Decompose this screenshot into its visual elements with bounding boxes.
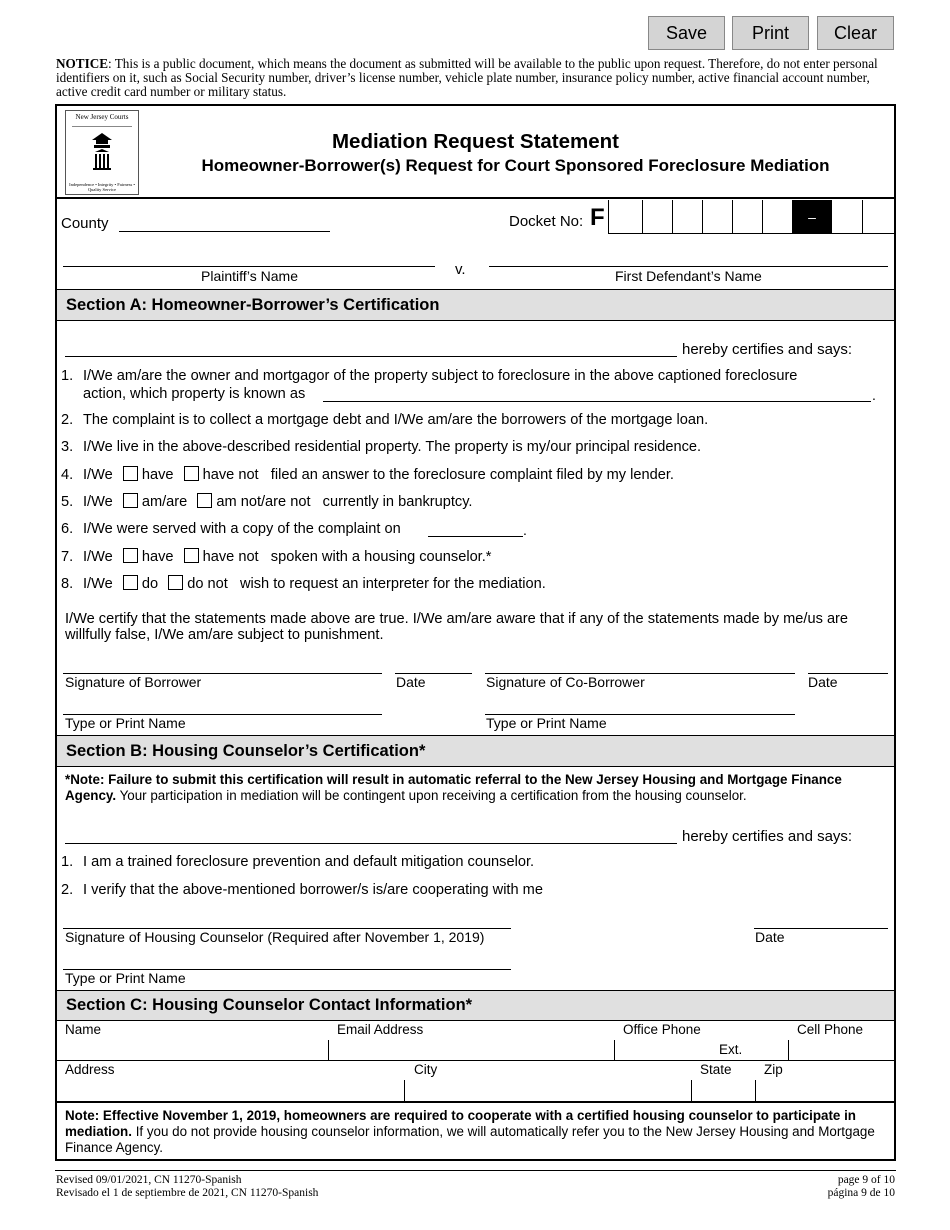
county-field[interactable] xyxy=(119,231,330,232)
notice-label: NOTICE xyxy=(56,56,109,71)
form-header xyxy=(57,106,894,199)
borrower-date-label: Date xyxy=(396,674,426,690)
coborrower-date-label: Date xyxy=(808,674,838,690)
logo-name: New Jersey Courts xyxy=(75,113,129,121)
contact-office-phone-field[interactable] xyxy=(615,1021,788,1060)
notice-text: : This is a public document, which means the document as submitted will be available to the public upon request. Therefore, do not enter personal identifiers on it, such as Social Security number, driver’s license number, vehicle plate number, insurance policy number, active financial account number, active credit card number or military status. xyxy=(56,56,878,99)
section-a-item-6: 6. I/We were served with a copy of the complaint on xyxy=(61,521,401,537)
section-a-certifies: hereby certifies and says: xyxy=(682,341,853,358)
section-a-item-3: 3. I/We live in the above-described residential property. The property is my/our principal residence. xyxy=(61,439,702,455)
counselor-print-name-label: Type or Print Name xyxy=(65,970,186,986)
contact-address-label: Address xyxy=(65,1062,115,1077)
form-frame: New Jersey Courts Independence • Integrity • Fairness • Quality Service Mediation Request Statement Homeowner-Borrower(s) Request for Court Sponsored Foreclosure Mediation County Docket No: F – v. Plaintiff’s Name First Defendant’s Name Section A: Homeowner-Borrower’s Certification hereby certifies and says: 1. I/We am/are the owner and mortgagor of the property subject to foreclosure in the above captioned foreclosure action, which property is known as . 2. The complaint is to collect a mortgage debt and I/We am/are the borrowers of the mortgage loan. 3. I/We live in the above-described residential property. The property is my/our principal residence. 4. I/We have have not filed an answer to the foreclosure complaint filed by my lender. 5. I/We am/are am not/are not currently in bankruptcy. 6. I/We were served with a copy of the complaint on . 7. I/We have have not spoken with a housing counselor.* 8. I/We do do not wish to request an interpreter for the mediation. I/We certify that the statements made above are true. I/We am/are aware that if any of the statements made by me/us are willfully false, I/We am/are subject to punishment. Signature of Borrower Date Signature of Co-Borrower Date Type or Print Name Type or Print Name Section B: Housing Counselor’s Certification* *Note: Failure to submit this certification will result in automatic referral to the New Jersey Housing and Mortgage Finance Agency. Your participation in mediation will be contingent upon receiving a certification from the housing counselor. hereby certifies and says: 1. I am a trained foreclosure prevention and default mitigation counselor. 2. I verify that the above-mentioned borrower/s is/are cooperating with me Signature of Housing Counselor (Required after November 1, 2019) Date Type or Print Name Section C: Housing Counselor Contact Information* Name Email Address Office Phone Ext. Cell Phone Address City State Zip Note: Effective November 1, 2019, homeowners are required to cooperate with a certified housing counselor to participate in mediation. If you do not provide housing counselor information, we will automatically refer you to the New Jersey Housing and Mortgage Finance Agency. xyxy=(55,104,896,1161)
plaintiff-label: Plaintiff’s Name xyxy=(201,268,299,284)
section-a-item-7: 7. I/We have have not spoken with a housing counselor.* xyxy=(61,549,492,565)
contact-email-field[interactable] xyxy=(329,1021,614,1060)
footer-page-number: page 9 of 10 página 9 de 10 xyxy=(827,1174,895,1199)
no-interpreter-checkbox[interactable] xyxy=(168,575,183,590)
section-b-item-1: 1. I am a trained foreclosure prevention and default mitigation counselor. xyxy=(61,854,535,870)
page-subtitle: Homeowner-Borrower(s) Request for Court Sponsored Foreclosure Mediation xyxy=(201,156,830,175)
save-button[interactable]: Save xyxy=(648,16,725,50)
docket-label: Docket No: xyxy=(509,213,584,230)
section-b-heading: Section B: Housing Counselor’s Certification* xyxy=(57,735,894,767)
footer-revision: Revised 09/01/2021, CN 11270-Spanish Revisado el 1 de septiembre de 2021, CN 11270-Spanish xyxy=(56,1174,319,1199)
borrower-print-name-label: Type or Print Name xyxy=(65,715,186,731)
versus-label: v. xyxy=(455,261,466,278)
defendant-name-field[interactable] xyxy=(489,266,888,267)
counselor-name-field[interactable] xyxy=(65,843,677,844)
section-a-heading: Section A: Homeowner-Borrower’s Certification xyxy=(57,289,894,321)
property-address-field[interactable] xyxy=(323,401,871,402)
counselor-signature-label: Signature of Housing Counselor (Required after November 1, 2019) xyxy=(65,929,485,945)
contact-state-label: State xyxy=(700,1062,732,1077)
coborrower-signature-label: Signature of Co-Borrower xyxy=(486,674,645,690)
have-answered-checkbox[interactable] xyxy=(123,466,138,481)
contact-state-field[interactable] xyxy=(692,1061,755,1101)
contact-email-label: Email Address xyxy=(337,1022,424,1037)
docket-dash: – xyxy=(792,200,832,234)
footer-rule xyxy=(55,1170,896,1171)
contact-ext-label: Ext. xyxy=(719,1042,743,1057)
contact-cell-phone-field[interactable] xyxy=(789,1021,894,1060)
contact-city-field[interactable] xyxy=(405,1061,691,1101)
section-a-item-2: 2. The complaint is to collect a mortgage debt and I/We am/are the borrowers of the mortgage loan. xyxy=(61,412,709,428)
contact-row-1 xyxy=(57,1021,894,1061)
contact-city-label: City xyxy=(414,1062,438,1077)
page-title: Mediation Request Statement xyxy=(331,130,620,153)
defendant-label: First Defendant’s Name xyxy=(615,268,762,284)
contact-name-field[interactable] xyxy=(57,1021,328,1060)
section-a-item-4: 4. I/We have have not filed an answer to the foreclosure complaint filed by my lender. xyxy=(61,467,674,483)
contact-zip-label: Zip xyxy=(764,1062,783,1077)
section-b-certifies: hereby certifies and says: xyxy=(682,828,853,845)
docket-number-field[interactable] xyxy=(608,200,894,234)
logo-tagline: Independence • Integrity • Fairness • Quality Service xyxy=(69,182,135,192)
print-button[interactable]: Print xyxy=(732,16,809,50)
have-spoken-checkbox[interactable] xyxy=(123,548,138,563)
in-bankruptcy-checkbox[interactable] xyxy=(123,493,138,508)
section-a-item-5: 5. I/We am/are am not/are not currently in bankruptcy. xyxy=(61,494,473,510)
have-not-spoken-checkbox[interactable] xyxy=(184,548,199,563)
section-b-item-2: 2. I verify that the above-mentioned borrower/s is/are cooperating with me xyxy=(61,882,543,898)
borrower-signature-label: Signature of Borrower xyxy=(65,674,202,690)
section-c-heading: Section C: Housing Counselor Contact Information* xyxy=(57,990,894,1021)
contact-row-2 xyxy=(57,1061,894,1103)
served-date-field[interactable] xyxy=(428,536,523,537)
certification-statement: I/We certify that the statements made above are true. I/We am/are aware that if any of the statements made by me/us are willfully false, I/We am/are subject to punishment. xyxy=(65,611,849,643)
borrower-name-field[interactable] xyxy=(65,356,677,357)
clear-button[interactable]: Clear xyxy=(817,16,894,50)
counselor-date-label: Date xyxy=(755,929,785,945)
coborrower-print-name-label: Type or Print Name xyxy=(486,715,607,731)
contact-zip-field[interactable] xyxy=(756,1061,894,1101)
docket-prefix: F xyxy=(590,204,605,231)
contact-address-field[interactable] xyxy=(57,1061,404,1101)
county-label: County xyxy=(61,215,109,232)
contact-office-phone-label: Office Phone xyxy=(623,1022,701,1037)
have-not-answered-checkbox[interactable] xyxy=(184,466,199,481)
not-in-bankruptcy-checkbox[interactable] xyxy=(197,493,212,508)
request-interpreter-checkbox[interactable] xyxy=(123,575,138,590)
contact-name-label: Name xyxy=(65,1022,102,1037)
section-a-item-8: 8. I/We do do not wish to request an interpreter for the mediation. xyxy=(61,576,546,592)
section-b-note: *Note: Failure to submit this certification will result in automatic referral to the New Jersey Housing and Mortgage Finance Agency. Your participation in mediation will be contingent upon receiving a certification from the housing counselor. xyxy=(65,772,842,803)
section-a-item-1-cont: action, which property is known as xyxy=(83,386,306,402)
section-a-item-1: 1. I/We am/are the owner and mortgagor of the property subject to foreclosure in the above captioned foreclosure xyxy=(61,368,798,384)
section-c-note: Note: Effective November 1, 2019, homeowners are required to cooperate with a certified housing counselor to participate in mediation. If you do not provide housing counselor information, we will automatically refer you to the New Jersey Housing and Mortgage Finance Agency. xyxy=(65,1108,875,1155)
contact-cell-phone-label: Cell Phone xyxy=(797,1022,864,1037)
public-notice xyxy=(56,57,896,98)
plaintiff-name-field[interactable] xyxy=(63,266,435,267)
